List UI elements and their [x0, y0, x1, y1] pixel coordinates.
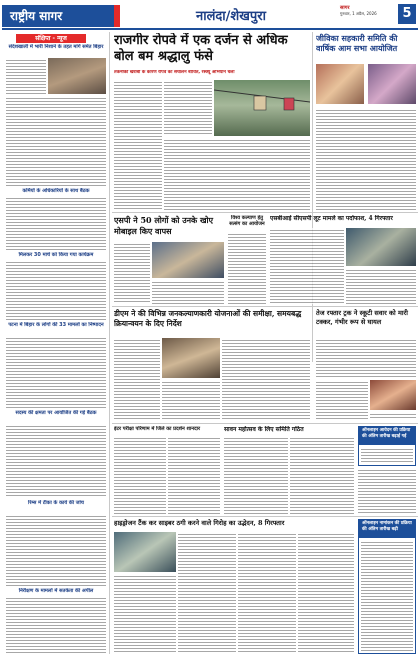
left-headline-1: संदेशखाली में भारी निशाने के तहत मांगें समेत बिहार — [8, 44, 104, 50]
csp-text-2 — [346, 268, 416, 304]
section-tag: संक्षिप्त - न्यूज — [16, 34, 86, 43]
notice-text-extra — [358, 468, 416, 514]
left-text-1b — [6, 96, 106, 186]
left-text-2 — [6, 196, 106, 250]
sp-photo — [152, 242, 224, 278]
dm-photo — [162, 338, 220, 378]
section-divider-2 — [112, 306, 418, 307]
notice-box-2-text — [361, 540, 413, 652]
left-headline-5: सदस्य की क्षमता पर आयोजित की गई बैठक — [15, 410, 97, 416]
truck-photo — [370, 380, 416, 410]
page-number: 5 — [398, 4, 416, 24]
samiti-text-1 — [224, 436, 288, 514]
left-text-4 — [6, 336, 106, 408]
notice-box-2-title: ऑनलाइन नामांकन की प्रक्रिया की अंतिम तारीख बढ़ी — [359, 520, 415, 538]
masthead-info — [340, 6, 377, 16]
column-divider-right — [312, 32, 313, 362]
left-headline-3: मिलकर 30 मार्च को किया गया कार्यक्रम — [18, 252, 94, 258]
brand-name: सागर — [340, 5, 350, 11]
left-text-6 — [6, 514, 106, 586]
left-headline-7: निरीक्षण के मामलों में सतर्कता की अपील — [18, 588, 94, 594]
lead-headline: राजगीर रोपवे में एक दर्जन से अधिक बोल बम श्रद्धालु फंसे — [114, 33, 288, 64]
section-divider-1 — [112, 212, 418, 213]
sp-text-1 — [114, 242, 150, 304]
dm-text-3 — [222, 338, 310, 420]
left-text-3 — [6, 260, 106, 320]
jeevika-headline: जीविका सहकारी समिति की वार्षिक आम सभा आयोजित — [316, 33, 398, 53]
sp-headline: एसपी ने 50 लोगों को उनके खोए मोबाइल किए वापस — [114, 215, 214, 236]
left-headline-2: कर्मियों के अधिकारियों के साथ बैठक — [22, 188, 90, 194]
dm-text-2 — [162, 380, 220, 420]
left-headline-6: रिम्स में टीका के कार्य की जांच — [28, 500, 84, 506]
jeevika-text — [316, 108, 416, 210]
lead-text-col-3 — [164, 138, 310, 210]
masthead-rule — [2, 28, 418, 30]
notice-box-1-text — [361, 447, 413, 464]
section-divider-4 — [112, 516, 418, 517]
edition-title: नालंदा/शेखपुरा — [196, 9, 266, 24]
inter-headline: इंटर परीक्षा परिणाम में जिले का प्रदर्शन शानदार — [114, 426, 201, 432]
lead-subheadline: तकनीकी खराबी के कारण रोपवे का संचालन बाधित, रेस्क्यू अभियान चला — [114, 70, 235, 75]
bottom-text-3 — [238, 532, 296, 654]
truck-text-2 — [316, 380, 368, 420]
samiti-headline: सावन महोत्सव के लिए समिति गठित — [224, 426, 304, 433]
issue-date: गुरुवार, 1 अप्रैल, 2026 — [340, 11, 377, 16]
bottom-text-1 — [114, 574, 176, 654]
jeevika-photo-2 — [368, 64, 416, 104]
ropeway-photo — [214, 80, 310, 136]
csp-text-1 — [270, 228, 344, 304]
truck-text-3 — [370, 412, 416, 420]
notice-box-2 — [358, 519, 416, 654]
bottom-photo — [114, 532, 176, 572]
inter-text-2 — [168, 436, 220, 514]
left-photo-1 — [48, 58, 106, 94]
notice-box-1-title: ऑनलाइन आवेदन की प्रक्रिया की अंतिम तारीख बढ़ाई गई — [359, 427, 415, 445]
lead-text-col-1 — [114, 80, 162, 210]
left-text-7 — [6, 596, 106, 654]
bottom-text-2 — [178, 532, 236, 654]
csp-headline: एसबीआई सीएसपी लूट मामले का पर्दाफाश, 4 गिरफ्तार — [270, 215, 393, 222]
masthead — [0, 0, 420, 30]
bottom-text-4 — [298, 532, 354, 654]
sp-text-2 — [152, 280, 224, 304]
csp-photo — [346, 228, 416, 266]
column-divider — [109, 32, 110, 654]
satsang-text — [228, 232, 266, 304]
left-text-1a — [6, 58, 46, 94]
lead-text-col-2 — [164, 80, 212, 136]
notice-box-1 — [358, 426, 416, 466]
dm-headline: डीएम ने की विभिन्न जनकल्याणकारी योजनाओं की समीक्षा, समयबद्ध क्रियान्वयन के दिए निर्देश — [114, 309, 302, 328]
dm-text-1 — [114, 338, 160, 420]
jeevika-photo-1 — [316, 64, 364, 104]
inter-text-1 — [114, 436, 166, 514]
bottom-headline: हाइड्रोजन टैंक कर साइबर ठगी करने वाले गिरोह का उद्भेदन, 8 गिरफ्तार — [114, 519, 285, 527]
left-headline-4: पटना में बिहार के लोगों की 33 मामलों का निष्पादन — [8, 322, 104, 328]
paper-name-badge — [2, 5, 120, 27]
satsang-headline: विश्व कल्याण हेतु सत्संग का आयोजन — [229, 215, 265, 227]
samiti-text-2 — [290, 436, 354, 514]
truck-headline: तेज रफ्तार ट्रक ने स्कूटी सवार को मारी टक्कर, गंभीर रूप से घायल — [316, 309, 408, 326]
left-text-5 — [6, 424, 106, 498]
section-divider-3 — [112, 423, 418, 424]
ropeway-photo-art — [214, 80, 310, 136]
truck-text-1 — [316, 338, 416, 378]
paper-name: राष्ट्रीय सागर — [10, 9, 63, 23]
